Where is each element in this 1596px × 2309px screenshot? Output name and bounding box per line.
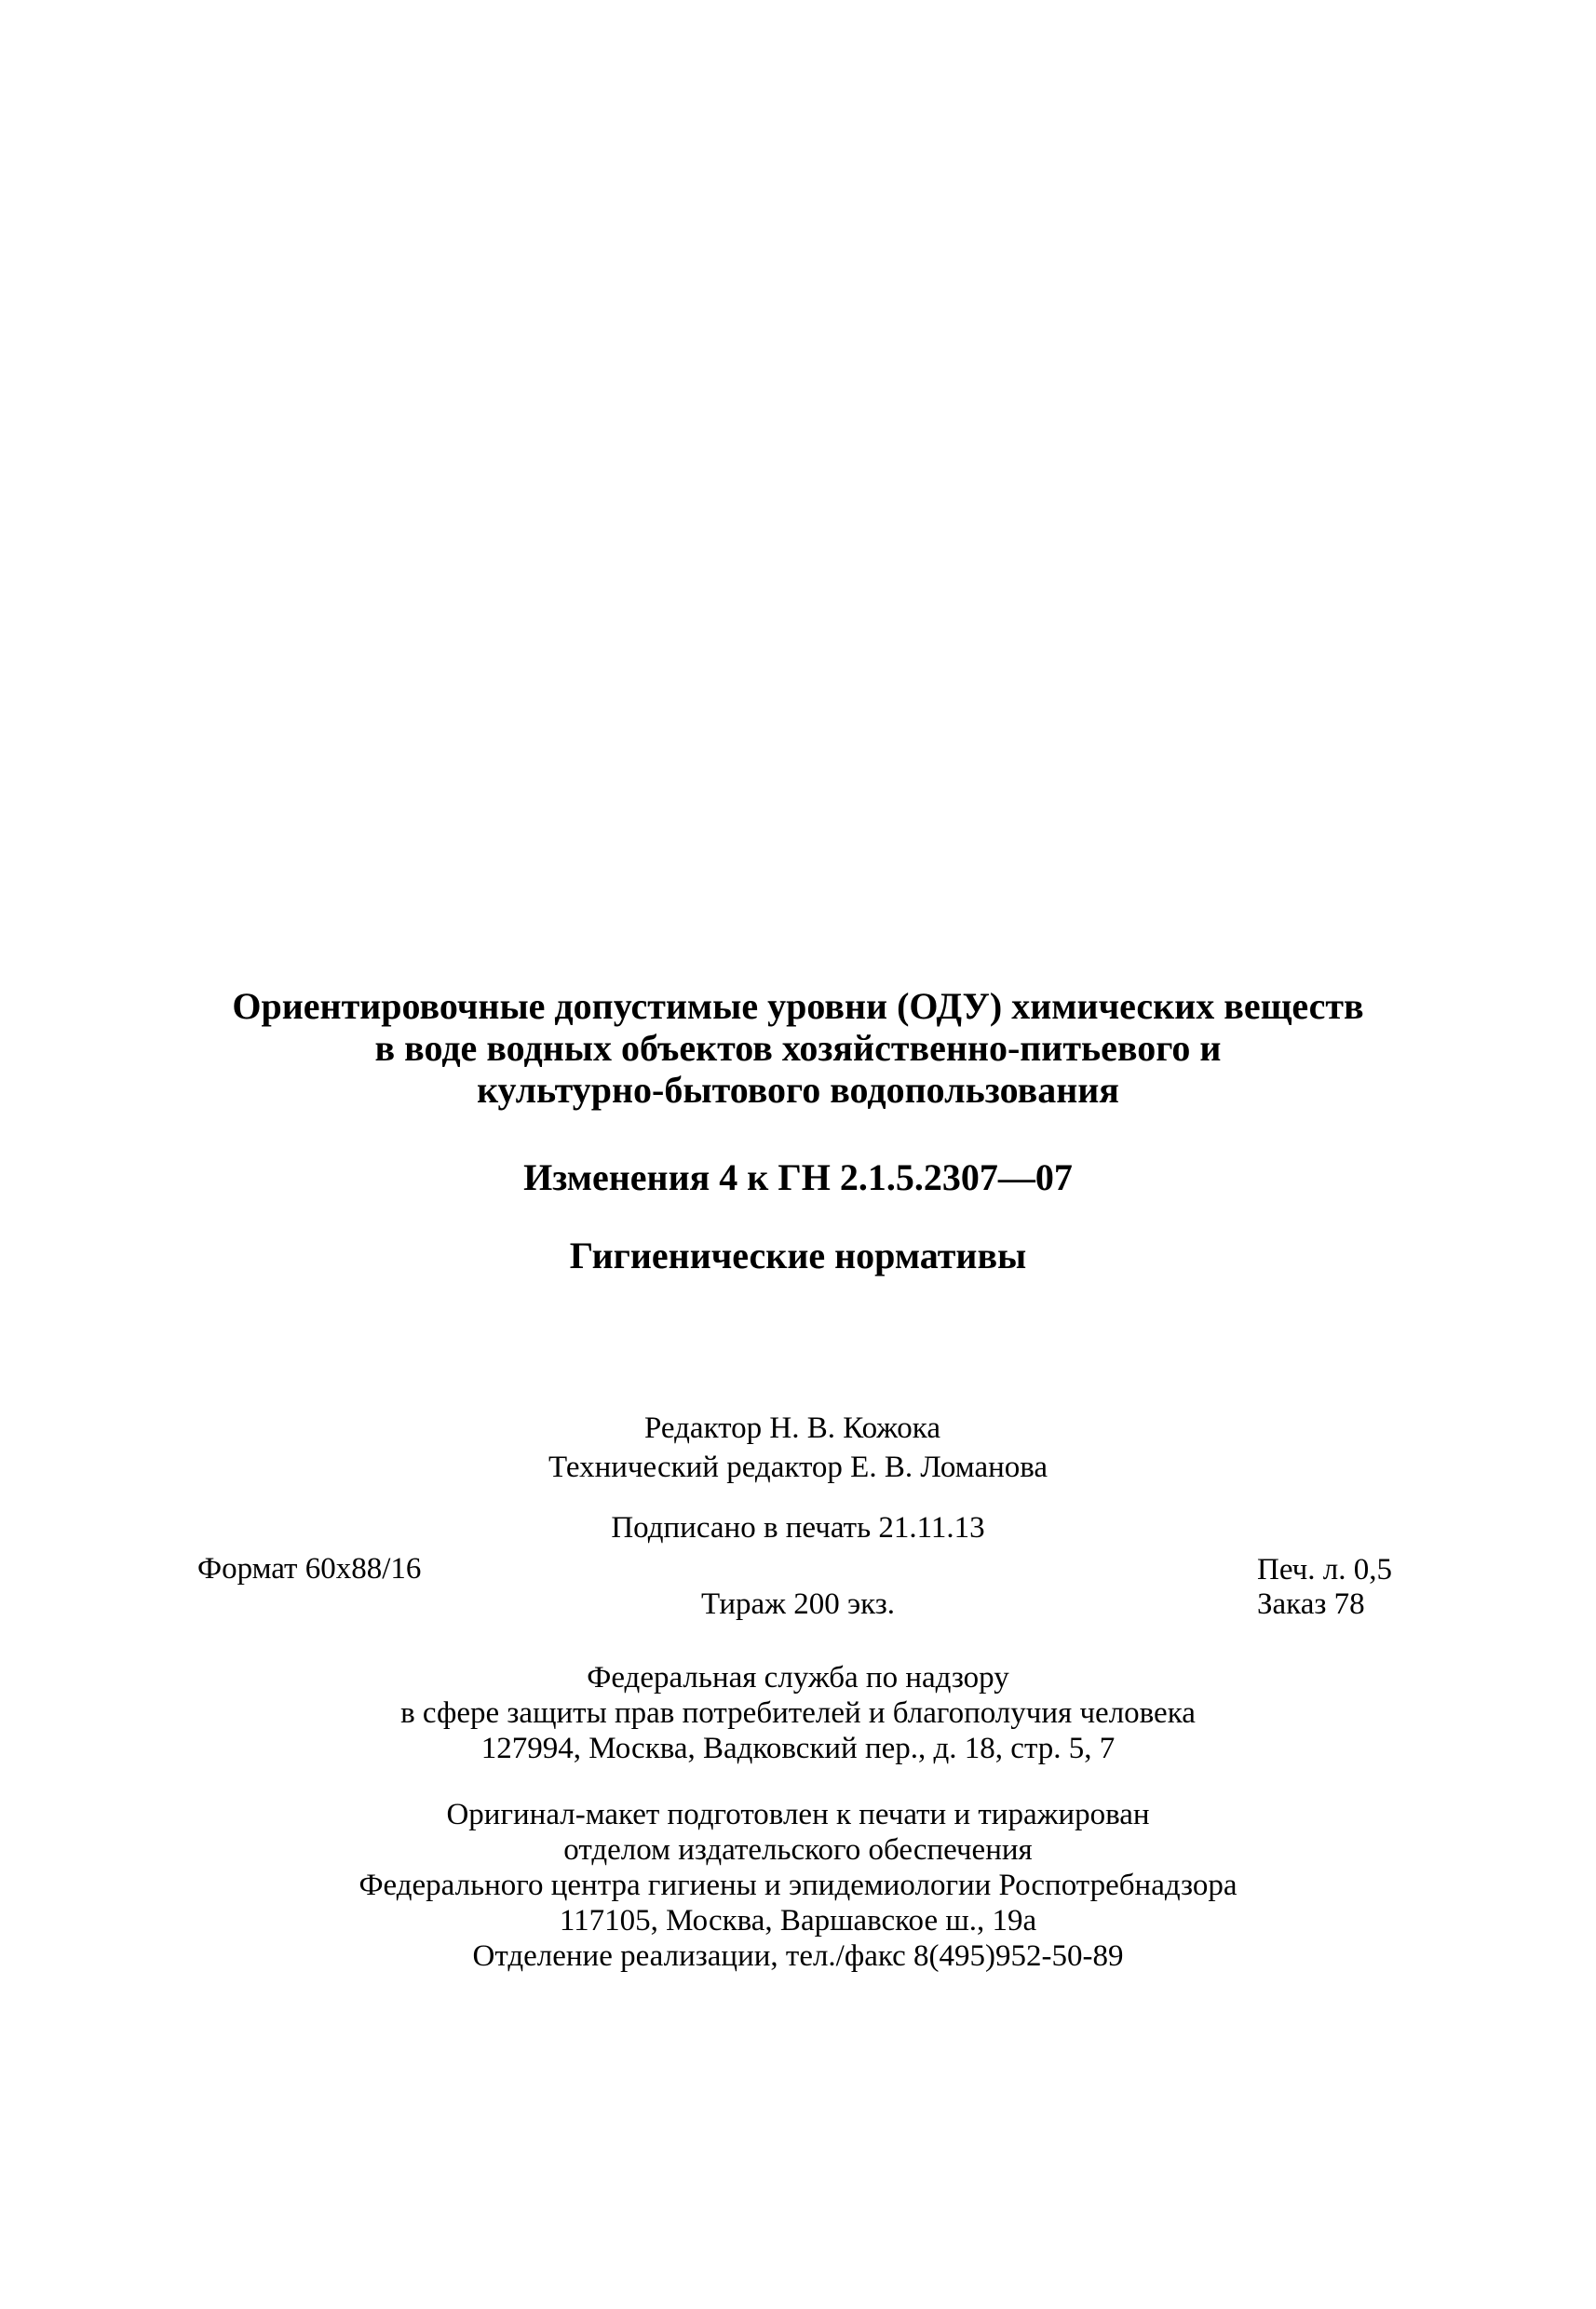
publisher-block xyxy=(0,1797,1596,1974)
editors-block xyxy=(0,1409,1596,1487)
publisher-line-2: отделом издательского обеспечения xyxy=(563,1833,1033,1867)
order-number: Заказ 78 xyxy=(1257,1587,1365,1621)
print-run: Тираж 200 экз. xyxy=(701,1587,895,1621)
editor-line: Редактор Н. В. Кожока xyxy=(644,1411,940,1445)
agency-line-2: в сфере защиты прав потребителей и благополучия человека xyxy=(400,1696,1196,1730)
agency-line-1: Федеральная служба по надзору xyxy=(587,1661,1009,1695)
print-sheets: Печ. л. 0,5 xyxy=(1257,1553,1392,1587)
title-line-2: в воде водных объектов хозяйственно-питьевого и xyxy=(374,1027,1222,1069)
changes-heading: Изменения 4 к ГН 2.1.5.2307—07 xyxy=(523,1156,1073,1198)
agency-block xyxy=(0,1660,1596,1766)
publisher-address: 117105, Москва, Варшавское ш., 19а xyxy=(559,1904,1037,1938)
document-title xyxy=(0,985,1596,1111)
sales-contact: Отделение реализации, тел./факс 8(495)952-50-89 xyxy=(472,1939,1124,1973)
publisher-line-3: Федерального центра гигиены и эпидемиологии Роспотребнадзора xyxy=(358,1869,1238,1902)
tech-editor-line: Технический редактор Е. В. Ломанова xyxy=(548,1451,1048,1484)
signed-for-print: Подписано в печать 21.11.13 xyxy=(611,1511,985,1545)
paper-format: Формат 60x88/16 xyxy=(197,1552,422,1586)
document-subtitle: Гигиенические нормативы xyxy=(569,1235,1027,1276)
agency-address: 127994, Москва, Вадковский пер., д. 18, стр. 5, 7 xyxy=(480,1732,1116,1765)
title-line-1: Ориентировочные допустимые уровни (ОДУ) химических веществ xyxy=(232,985,1364,1027)
title-line-3: культурно-бытового водопользования xyxy=(477,1069,1119,1111)
publisher-line-1: Оригинал-макет подготовлен к печати и тиражирован xyxy=(446,1798,1150,1831)
